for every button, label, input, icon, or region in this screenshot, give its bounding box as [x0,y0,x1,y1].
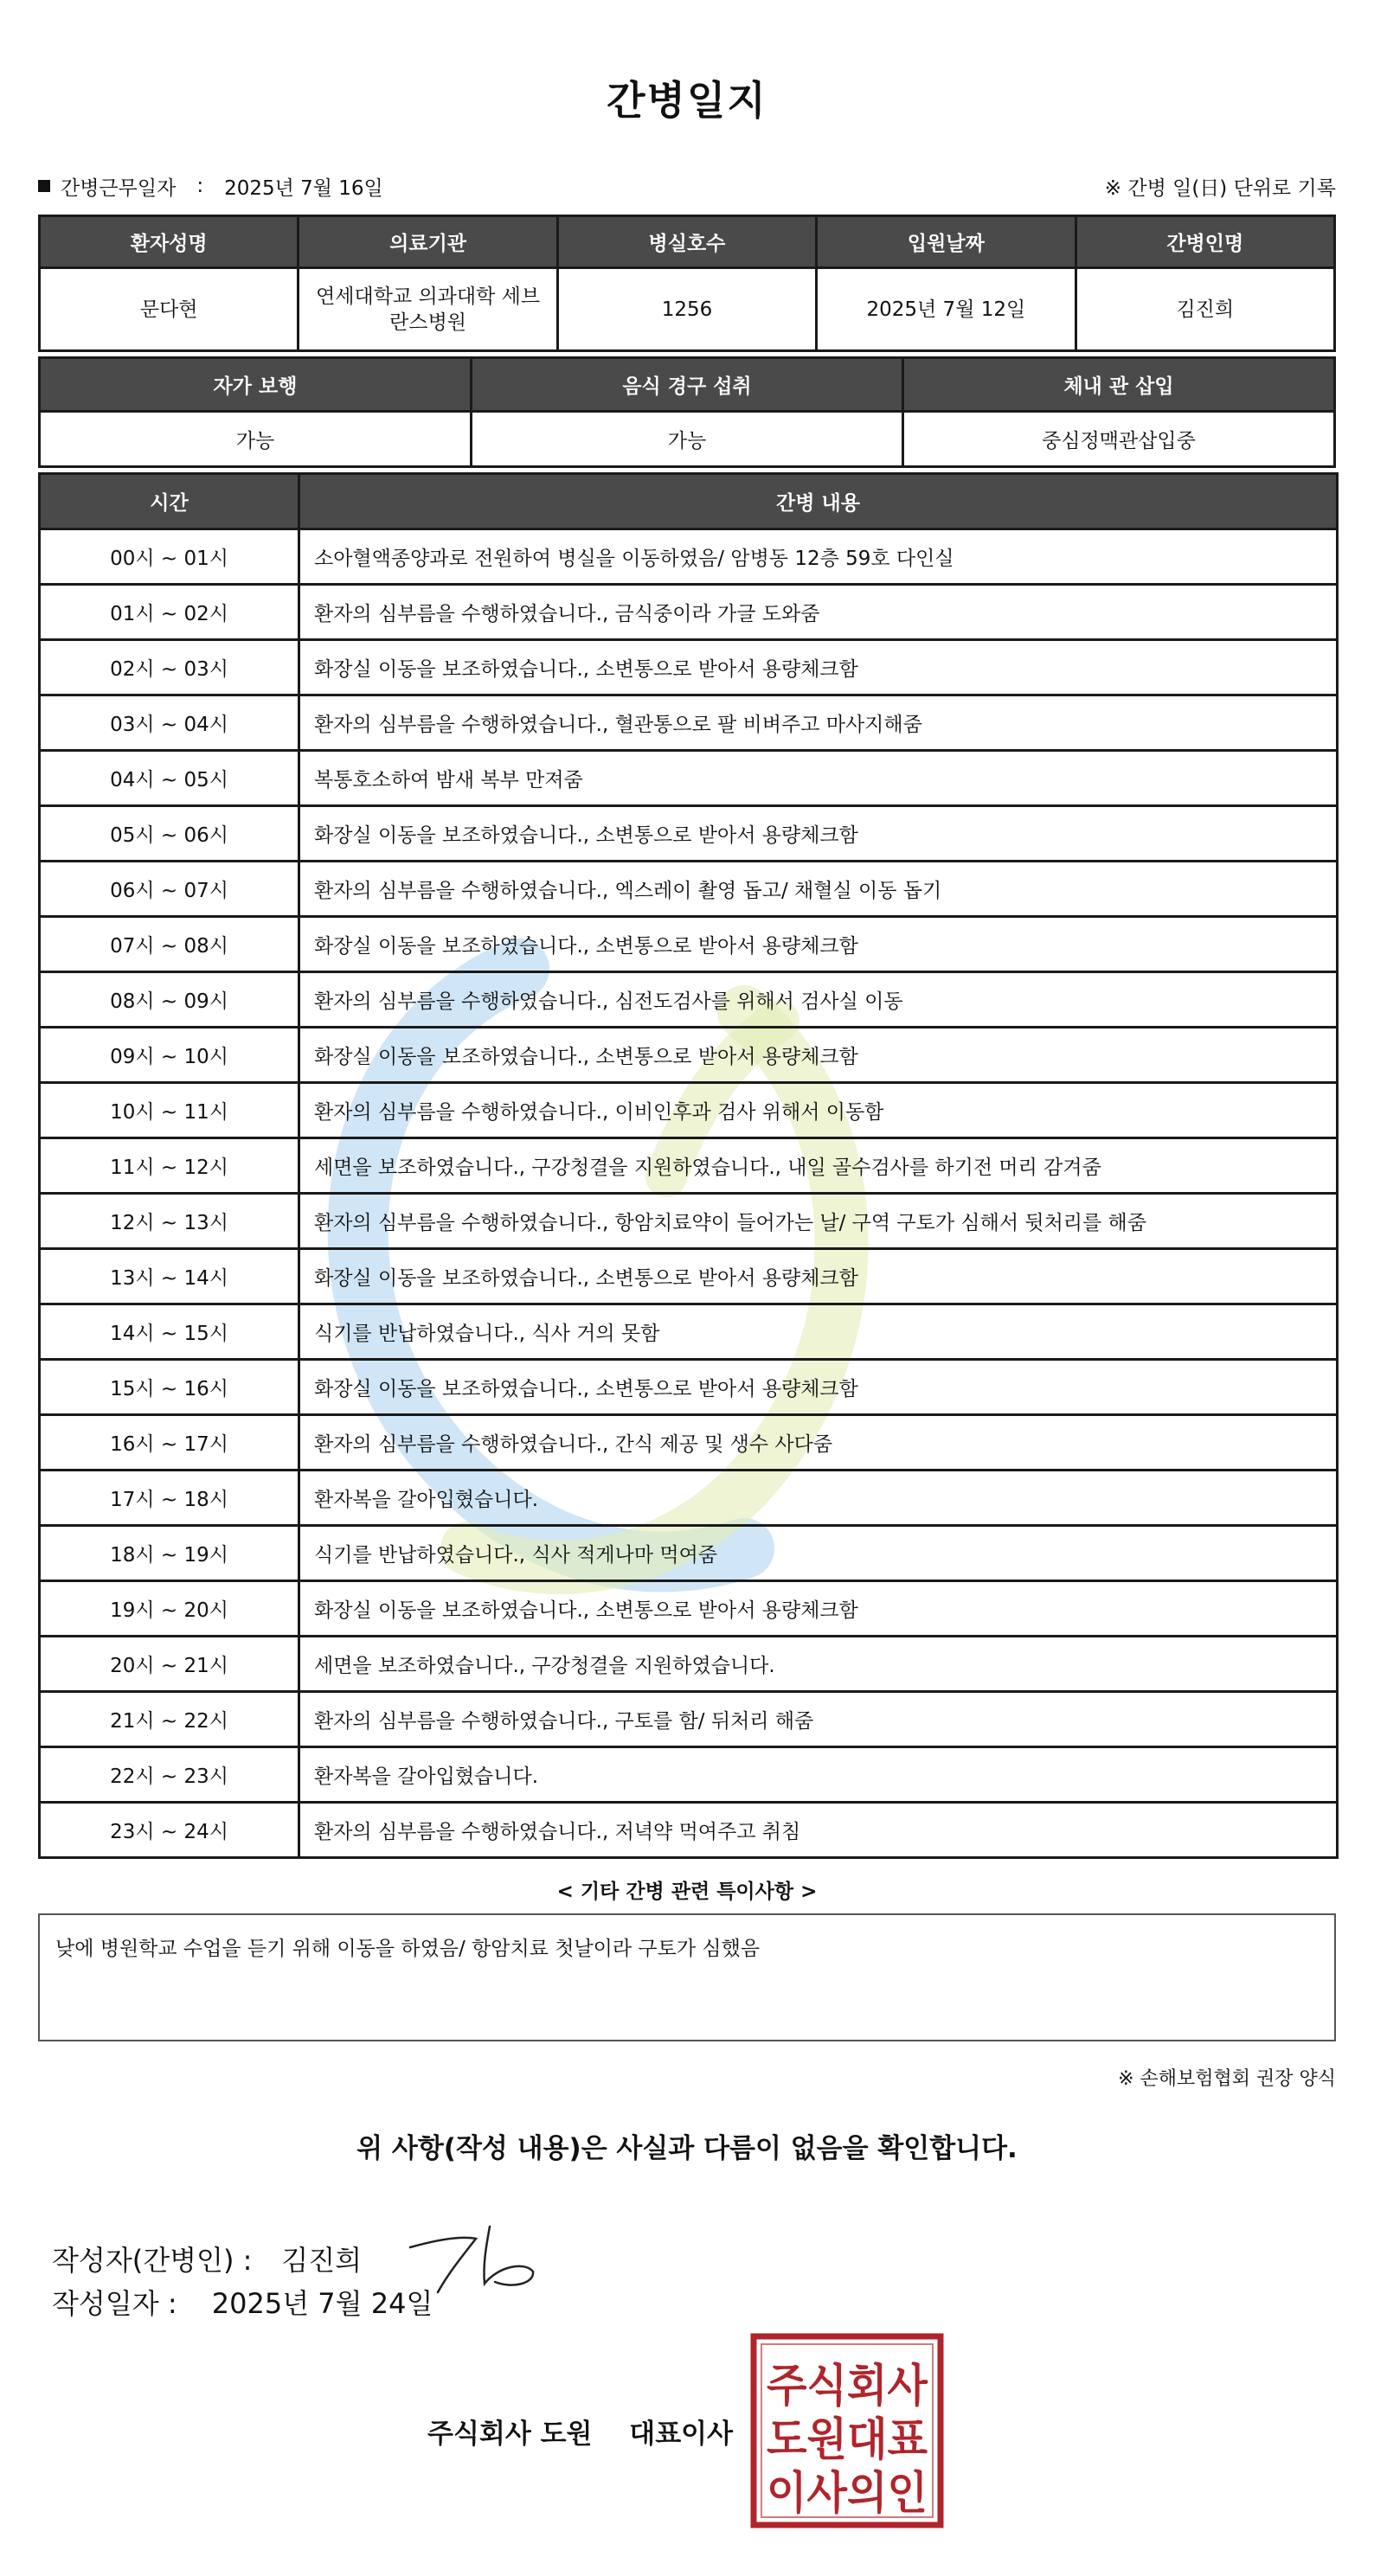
work-date [38,172,383,201]
confirmation-statement: 위 사항(작성 내용)은 사실과 다름이 없음을 확인합니다. [356,2133,1018,2164]
header-care-content: 간병 내용 [299,474,1338,529]
patient-status-table [38,356,1336,468]
care-log-time: 11시 ~ 12시 [40,1138,299,1194]
patient-info-header-row [40,216,1335,268]
care-log-row [40,1083,1338,1138]
writer-name: 김진희 [281,2244,363,2277]
document-title: 간병일지 [607,77,767,124]
header-patient-name: 환자성명 [40,216,299,268]
care-log-table [38,472,1339,1859]
care-log-row [40,972,1338,1028]
company-line [427,2412,733,2451]
care-log-content: 환자의 심부름을 수행하였습니다., 구토를 함/ 뒤처리 해줌 [299,1692,1338,1747]
care-log-row [40,1747,1338,1803]
notes-box [38,1913,1336,2041]
patient-name: 문다현 [40,268,299,351]
self-walking: 가능 [40,412,472,467]
care-log-content: 화장실 이동을 보조하였습니다., 소변통으로 받아서 용량체크함 [299,1249,1338,1304]
care-log-row [40,862,1338,917]
seal-line-1: 주식회사 [767,2361,928,2413]
care-log-time: 23시 ~ 24시 [40,1803,299,1858]
care-log-time: 01시 ~ 02시 [40,585,299,640]
write-date-value: 2025년 7월 24일 [211,2287,433,2320]
header-self-walking: 자가 보행 [40,358,472,412]
care-log-time: 00시 ~ 01시 [40,529,299,585]
work-date-label: 간병근무일자 [61,176,177,200]
care-log-row [40,1028,1338,1083]
care-log-row [40,806,1338,862]
care-log-time: 02시 ~ 03시 [40,640,299,695]
room-number: 1256 [557,268,816,351]
patient-info-table [38,215,1336,352]
care-log-time: 09시 ~ 10시 [40,1028,299,1083]
care-log-row [40,529,1338,585]
patient-status-header-row [40,358,1335,412]
header-tube-insertion: 체내 관 삽입 [903,358,1335,412]
notes-title: < 기타 간병 관련 특이사항 > [556,1881,818,1903]
care-log-row [40,695,1338,751]
company-seal [749,2332,945,2529]
care-log-content: 환자복을 갈아입혔습니다. [299,1747,1338,1803]
care-log-time: 08시 ~ 09시 [40,972,299,1028]
care-log-content: 화장실 이동을 보조하였습니다., 소변통으로 받아서 용량체크함 [299,1360,1338,1415]
care-log-row [40,1304,1338,1360]
care-log-row [40,585,1338,640]
care-log-row [40,1249,1338,1304]
care-log-content: 환자의 심부름을 수행하였습니다., 엑스레이 촬영 돕고/ 채혈실 이동 돕기 [299,862,1338,917]
seal-line-2: 도원대표 [767,2414,928,2466]
care-log-row [40,751,1338,806]
work-date-separator: : [196,175,204,197]
care-log-row [40,1471,1338,1526]
care-log-time: 20시 ~ 21시 [40,1637,299,1692]
write-date-label: 작성일자 : [52,2287,177,2320]
care-log-content: 소아혈액종양과로 전원하여 병실을 이동하였음/ 암병동 12층 59호 다인실 [299,529,1338,585]
care-log-time: 12시 ~ 13시 [40,1194,299,1249]
care-log-time: 16시 ~ 17시 [40,1415,299,1471]
care-log-content: 환자의 심부름을 수행하였습니다., 심전도검사를 위해서 검사실 이동 [299,972,1338,1028]
form-note: ※ 손해보험협회 권장 양식 [1118,2068,1336,2090]
care-log-row [40,1692,1338,1747]
header-oral-intake: 음식 경구 섭취 [472,358,903,412]
patient-info-value-row [40,268,1335,351]
care-log-time: 13시 ~ 14시 [40,1249,299,1304]
tube-insertion: 중심정맥관삽입중 [903,412,1335,467]
care-log-content: 화장실 이동을 보조하였습니다., 소변통으로 받아서 용량체크함 [299,917,1338,972]
care-log-content: 환자의 심부름을 수행하였습니다., 금식중이라 가글 도와줌 [299,585,1338,640]
care-log-content: 세면을 보조하였습니다., 구강청결을 지원하였습니다., 내일 골수검사를 하기전 머리 감겨줌 [299,1138,1338,1194]
seal-line-3: 이사의인 [767,2468,928,2520]
care-log-content: 복통호소하여 밤새 복부 만져줌 [299,751,1338,806]
notes-text: 낮에 병원학교 수업을 듣기 위해 이동을 하였음/ 항암치료 첫날이라 구토가 심했음 [55,1938,761,1960]
care-log-row [40,1360,1338,1415]
meta-row [38,171,1336,201]
care-log-time: 21시 ~ 22시 [40,1692,299,1747]
writer-label: 작성자(간병인) : [52,2244,253,2277]
care-log-content: 세면을 보조하였습니다., 구강청결을 지원하였습니다. [299,1637,1338,1692]
care-log-row [40,917,1338,972]
square-bullet-icon [38,180,50,192]
care-log-content: 환자의 심부름을 수행하였습니다., 이비인후과 검사 위해서 이동함 [299,1083,1338,1138]
care-log-time: 05시 ~ 06시 [40,806,299,862]
care-log-time: 03시 ~ 04시 [40,695,299,751]
care-log-row [40,1581,1338,1637]
unit-note: ※ 간병 일(日) 단위로 기록 [1104,176,1336,200]
care-log-content: 식기를 반납하였습니다., 식사 적게나마 먹여줌 [299,1526,1338,1581]
header-admission-date: 입원날짜 [817,216,1075,268]
care-log-row [40,1526,1338,1581]
care-log-content: 환자의 심부름을 수행하였습니다., 항암치료약이 들어가는 날/ 구역 구토가 심해서 뒷처리를 해줌 [299,1194,1338,1249]
care-log-time: 10시 ~ 11시 [40,1083,299,1138]
care-log-body [40,529,1338,1858]
care-log-row [40,1415,1338,1471]
care-log-content: 환자의 심부름을 수행하였습니다., 저녁약 먹여주고 취침 [299,1803,1338,1858]
care-log-time: 07시 ~ 08시 [40,917,299,972]
company-name: 주식회사 도원 [427,2419,593,2450]
care-log-content: 화장실 이동을 보조하였습니다., 소변통으로 받아서 용량체크함 [299,806,1338,862]
write-date-line [52,2282,433,2322]
care-log-row [40,1138,1338,1194]
care-log-row [40,1194,1338,1249]
header-caregiver: 간병인명 [1075,216,1334,268]
header-room: 병실호수 [557,216,816,268]
care-log-time: 17시 ~ 18시 [40,1471,299,1526]
company-representative-title: 대표이사 [629,2419,734,2450]
care-log-content: 식기를 반납하였습니다., 식사 거의 못함 [299,1304,1338,1360]
care-log-time: 15시 ~ 16시 [40,1360,299,1415]
care-log-time: 22시 ~ 23시 [40,1747,299,1803]
care-log-header-row [40,474,1338,529]
care-log-time: 14시 ~ 15시 [40,1304,299,1360]
care-log-content: 환자의 심부름을 수행하였습니다., 간식 제공 및 생수 사다줌 [299,1415,1338,1471]
care-log-content: 환자의 심부름을 수행하였습니다., 혈관통으로 팔 비벼주고 마사지해줌 [299,695,1338,751]
care-log-content: 화장실 이동을 보조하였습니다., 소변통으로 받아서 용량체크함 [299,1581,1338,1637]
admission-date: 2025년 7월 12일 [817,268,1075,351]
care-log-time: 19시 ~ 20시 [40,1581,299,1637]
patient-status-value-row [40,412,1335,467]
care-log-time: 04시 ~ 05시 [40,751,299,806]
oral-intake: 가능 [472,412,903,467]
care-log-row [40,1637,1338,1692]
institution: 연세대학교 의과대학 세브란스병원 [299,268,557,351]
care-log-content: 환자복을 갈아입혔습니다. [299,1471,1338,1526]
header-institution: 의료기관 [299,216,557,268]
header-time: 시간 [40,474,299,529]
work-date-value: 2025년 7월 16일 [224,176,383,200]
care-log-row [40,640,1338,695]
caregiver-name: 김진희 [1075,268,1334,351]
care-log-content: 화장실 이동을 보조하였습니다., 소변통으로 받아서 용량체크함 [299,1028,1338,1083]
care-log-row [40,1803,1338,1858]
care-log-time: 06시 ~ 07시 [40,862,299,917]
care-log-time: 18시 ~ 19시 [40,1526,299,1581]
care-log-content: 화장실 이동을 보조하였습니다., 소변통으로 받아서 용량체크함 [299,640,1338,695]
